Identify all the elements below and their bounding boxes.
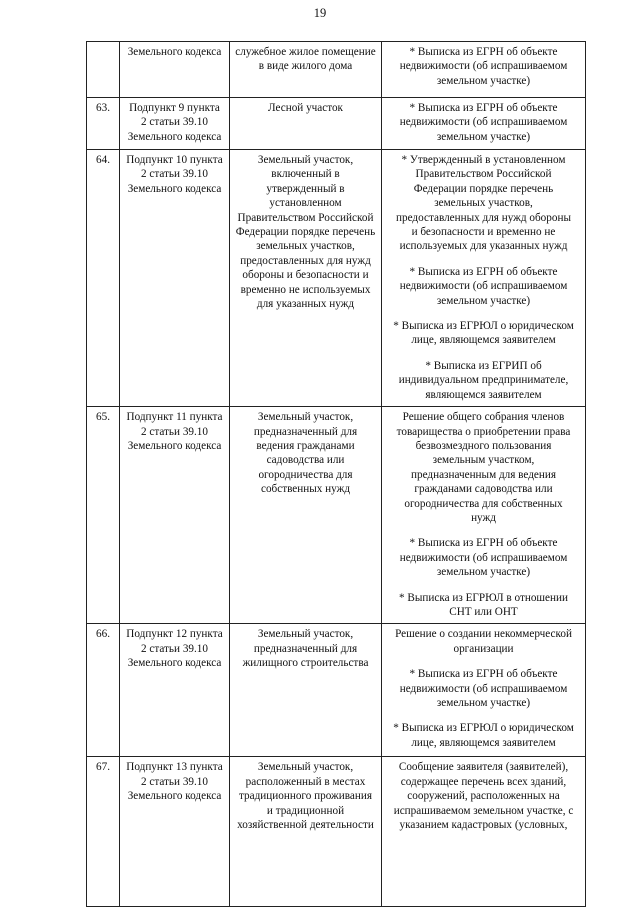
- text-line: Лесной участок: [267, 102, 343, 114]
- row-number: 67.: [87, 757, 120, 907]
- document-item: [385, 536, 582, 579]
- text-line: Подпункт 10 пункта: [126, 154, 223, 166]
- land-plot-cell: [230, 98, 382, 150]
- land-plot-cell: [230, 757, 382, 907]
- document-item: [385, 319, 582, 348]
- text-line: Федерации порядке перечень: [413, 182, 554, 195]
- text-line: * Выписка из ЕГРЮЛ о юридическом: [393, 722, 574, 735]
- text-line: сооружений, расположенных на: [407, 790, 560, 803]
- text-line: предназначенный для: [253, 425, 358, 438]
- text-line: * Выписка из ЕГРН об объекте: [409, 537, 558, 550]
- documents-cell: [382, 407, 586, 624]
- legal-basis-cell: [120, 407, 230, 624]
- text-line: товарищества о приобретении права: [396, 425, 571, 438]
- document-item: [385, 627, 582, 656]
- text-line: испрашиваемом земельном участке, с: [393, 804, 574, 817]
- text-line: организации: [453, 642, 514, 655]
- text-line: * Выписка из ЕГРЮЛ в отношении: [399, 591, 568, 604]
- legal-basis-cell: [120, 150, 230, 407]
- document-item: [385, 45, 582, 88]
- land-plot-cell: [230, 407, 382, 624]
- text-line: традиционного проживания: [239, 790, 372, 803]
- documents-cell: [382, 757, 586, 907]
- text-line: содержащее перечень всех зданий,: [400, 775, 567, 788]
- land-plot-cell: [230, 42, 382, 98]
- row-number: 64.: [87, 150, 120, 407]
- text-line: предоставленных для нужд обороны: [396, 211, 571, 224]
- text-line: земельном участке): [436, 294, 531, 307]
- documents-cell: [382, 150, 586, 407]
- text-line: Земельного кодекса: [127, 130, 222, 143]
- text-line: земельным участком,: [432, 454, 535, 467]
- text-line: и безопасности и временно не: [411, 226, 556, 239]
- text-line: * Выписка из ЕГРН об объекте: [409, 668, 558, 681]
- text-line: Земельный участок,: [257, 761, 354, 774]
- table-row: [87, 757, 586, 907]
- text-line: 2 статьи 39.10: [140, 642, 208, 655]
- text-line: хозяйственной деятельности: [237, 819, 374, 831]
- documents-table: [86, 41, 586, 907]
- text-line: 2 статьи 39.10: [140, 775, 208, 788]
- text-line: Земельного кодекса: [127, 790, 222, 803]
- table-row: [87, 150, 586, 407]
- text-line: * Выписка из ЕГРИП об: [425, 359, 542, 372]
- document-item: [385, 410, 582, 525]
- text-line: садоводства или: [266, 454, 345, 467]
- text-line: * Выписка из ЕГРН об объекте: [409, 46, 558, 58]
- legal-basis-cell: [120, 42, 230, 98]
- documents-cell: [382, 42, 586, 98]
- text-line: 2 статьи 39.10: [140, 168, 208, 181]
- text-line: огородничества для собственных: [404, 497, 563, 510]
- table-row: [87, 407, 586, 624]
- text-line: земельном участке): [436, 130, 531, 143]
- legal-basis-cell: [120, 757, 230, 907]
- text-line: предназначенным для ведения: [411, 468, 556, 481]
- text-line: Земельного кодекса: [127, 182, 222, 195]
- document-item: [385, 153, 582, 254]
- row-number: [87, 42, 120, 98]
- text-line: служебное жилое помещение: [235, 46, 376, 58]
- text-line: Правительством Российской: [415, 168, 552, 181]
- table-row: [87, 42, 586, 98]
- table-body: [87, 42, 586, 907]
- text-line: СНТ или ОНТ: [449, 605, 518, 618]
- text-line: собственных нужд: [260, 483, 351, 496]
- legal-basis-cell: [120, 624, 230, 757]
- text-line: * Выписка из ЕГРЮЛ о юридическом: [393, 320, 574, 333]
- text-line: гражданами садоводства или: [414, 483, 553, 496]
- text-line: Подпункт 11 пункта: [126, 411, 223, 424]
- text-line: расположенный в местах: [245, 775, 366, 788]
- text-line: * Выписка из ЕГРН об объекте: [409, 102, 558, 114]
- text-line: указанием кадастровых (условных,: [399, 819, 568, 831]
- text-line: Решение о создании некоммерческой: [395, 628, 572, 641]
- text-line: Земельный участок,: [257, 411, 354, 424]
- row-number: 63.: [87, 98, 120, 150]
- text-line: Подпункт 12 пункта: [126, 628, 223, 641]
- text-line: временно не используемых: [240, 283, 371, 296]
- text-line: ведения гражданами: [256, 439, 355, 452]
- legal-basis-cell: [120, 98, 230, 150]
- table-row: [87, 98, 586, 150]
- land-plot-cell: [230, 150, 382, 407]
- text-line: предназначенный для: [253, 642, 358, 655]
- text-line: Земельный участок,: [257, 628, 354, 641]
- text-line: * Выписка из ЕГРН об объекте: [409, 265, 558, 278]
- text-line: огородничества для: [258, 468, 353, 481]
- text-line: недвижимости (об испрашиваемом: [399, 682, 568, 695]
- text-line: Земельного кодекса: [127, 439, 222, 452]
- text-line: Федерации порядке перечень: [235, 226, 376, 239]
- text-line: Земельного кодекса: [127, 657, 222, 670]
- table-row: [87, 624, 586, 757]
- row-number: 66.: [87, 624, 120, 757]
- text-line: индивидуальном предпринимателе,: [398, 374, 569, 387]
- text-line: земельных участков,: [434, 197, 533, 210]
- text-line: используемых для указанных нужд: [399, 240, 568, 253]
- documents-cell: [382, 624, 586, 757]
- text-line: 2 статьи 39.10: [140, 116, 208, 129]
- document-item: [385, 359, 582, 402]
- text-line: земельном участке): [436, 697, 531, 709]
- text-line: предоставленных для нужд: [240, 254, 371, 267]
- text-line: нужд: [471, 511, 496, 524]
- document-item: [385, 591, 582, 620]
- land-plot-cell: [230, 624, 382, 757]
- row-number: 65.: [87, 407, 120, 624]
- document-item: [385, 101, 582, 144]
- text-line: Сообщение заявителя (заявителей),: [398, 761, 569, 774]
- text-line: Решение общего собрания членов: [402, 411, 565, 424]
- document-item: [385, 760, 582, 832]
- text-line: для указанных нужд: [256, 298, 355, 311]
- text-line: Правительством Российской: [237, 211, 374, 224]
- text-line: и традиционной: [266, 804, 345, 817]
- text-line: включенный в: [271, 168, 340, 181]
- text-line: установленном: [269, 197, 342, 210]
- documents-cell: [382, 98, 586, 150]
- text-line: обороны и безопасности и: [242, 269, 369, 282]
- document-item: [385, 265, 582, 308]
- text-line: лице, являющемся заявителем: [411, 334, 556, 347]
- text-line: * Утвержденный в установленном: [401, 154, 566, 166]
- text-line: земельном участке): [436, 74, 531, 87]
- text-line: безвозмездного пользования: [415, 439, 552, 452]
- text-line: Подпункт 9 пункта: [129, 102, 220, 114]
- text-line: лице, являющемся заявителем: [411, 736, 556, 749]
- document-item: [385, 667, 582, 710]
- text-line: земельном участке): [436, 566, 531, 579]
- text-line: 2 статьи 39.10: [140, 425, 208, 438]
- text-line: недвижимости (об испрашиваемом: [399, 280, 568, 293]
- text-line: Земельного кодекса: [127, 46, 222, 58]
- page-number: 19: [313, 6, 327, 20]
- text-line: земельных участков,: [256, 240, 355, 253]
- text-line: Земельный участок,: [257, 154, 354, 166]
- text-line: жилищного строительства: [242, 657, 369, 670]
- text-line: в виде жилого дома: [258, 60, 353, 73]
- text-line: утвержденный в: [266, 182, 345, 195]
- text-line: Подпункт 13 пункта: [126, 761, 223, 774]
- document-item: [385, 721, 582, 750]
- text-line: недвижимости (об испрашиваемом: [399, 60, 568, 73]
- text-line: недвижимости (об испрашиваемом: [399, 116, 568, 129]
- text-line: являющемся заявителем: [425, 388, 542, 401]
- text-line: недвижимости (об испрашиваемом: [399, 551, 568, 564]
